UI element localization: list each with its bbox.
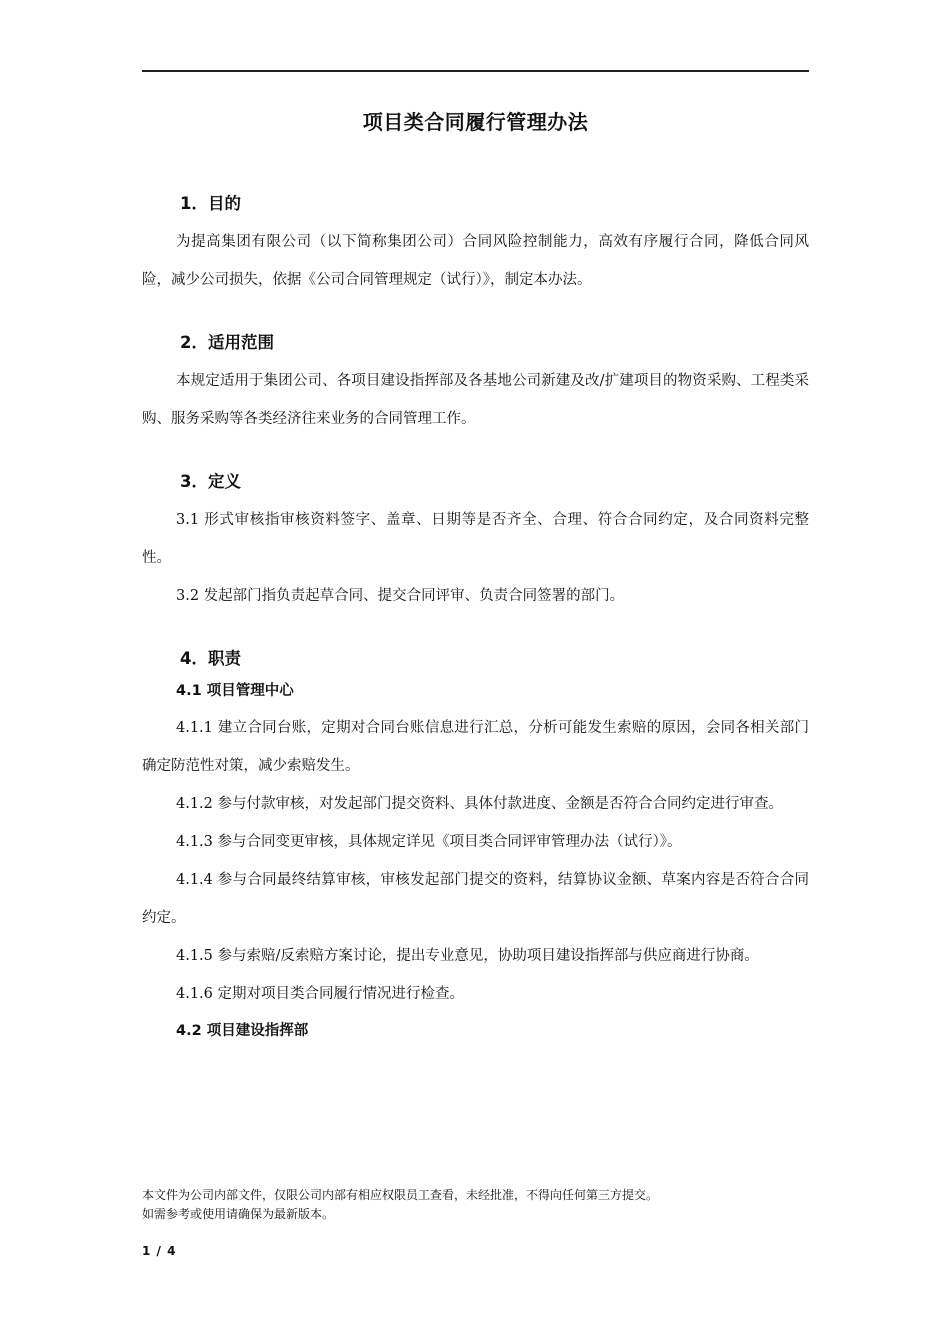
responsibility-item: 4.1.3 参与合同变更审核，具体规定详见《项目类合同评审管理办法（试行）》。: [176, 834, 682, 850]
responsibility-item: 4.1.6 定期对项目类合同履行情况进行检查。: [176, 986, 465, 1002]
page-number: 1 / 4: [142, 1244, 177, 1258]
section-paragraph-scope: 本规定适用于集团公司、各项目建设指挥部及各基地公司新建及改/扩建项目的物资采购、工程类采购、服务采购等各类经济往来业务的合同管理工作。: [142, 373, 809, 427]
section-heading-responsibilities: 4．职责: [180, 649, 241, 668]
responsibility-item: 4.1.4 参与合同最终结算审核，审核发起部门提交的资料，结算协议金额、草案内容是否符合合同约定。: [142, 872, 809, 926]
header-rule: [142, 70, 809, 72]
responsibility-item: 4.1.5 参与索赔/反索赔方案讨论，提出专业意见，协助项目建设指挥部与供应商进行协商。: [176, 948, 759, 964]
document-body: [142, 190, 809, 1049]
footer-disclaimer: [142, 1186, 809, 1224]
definition-paragraph: 3.1 形式审核指审核资料签字、盖章、日期等是否齐全、合理、符合合同约定，及合同资料完整性。: [142, 512, 809, 566]
section-paragraph-purpose: 为提高集团有限公司（以下简称集团公司）合同风险控制能力，高效有序履行合同，降低合同风险，减少公司损失，依据《公司合同管理规定（试行）》，制定本办法。: [142, 234, 809, 288]
document-title: 项目类合同履行管理办法: [362, 110, 589, 134]
responsibility-item: 4.1.2 参与付款审核，对发起部门提交资料、具体付款进度、金额是否符合合同约定进行审查。: [176, 796, 783, 812]
section-heading-definitions: 3．定义: [180, 472, 241, 491]
subsection-heading: 4.1 项目管理中心: [176, 683, 294, 699]
section-heading-scope: 2．适用范围: [180, 333, 274, 352]
section-heading-purpose: 1．目的: [180, 194, 241, 213]
footer-line: 本文件为公司内部文件，仅限公司内部有相应权限员工查看，未经批准，不得向任何第三方提交。: [142, 1188, 659, 1202]
footer-line: 如需参考或使用请确保为最新版本。: [142, 1207, 335, 1221]
responsibility-item: 4.1.1 建立合同台账，定期对合同台账信息进行汇总，分析可能发生索赔的原因，会同各相关部门确定防范性对策，减少索赔发生。: [142, 720, 809, 774]
definition-paragraph: 3.2 发起部门指负责起草合同、提交合同评审、负责合同签署的部门。: [176, 588, 625, 604]
subsection-heading: 4.2 项目建设指挥部: [176, 1023, 309, 1039]
